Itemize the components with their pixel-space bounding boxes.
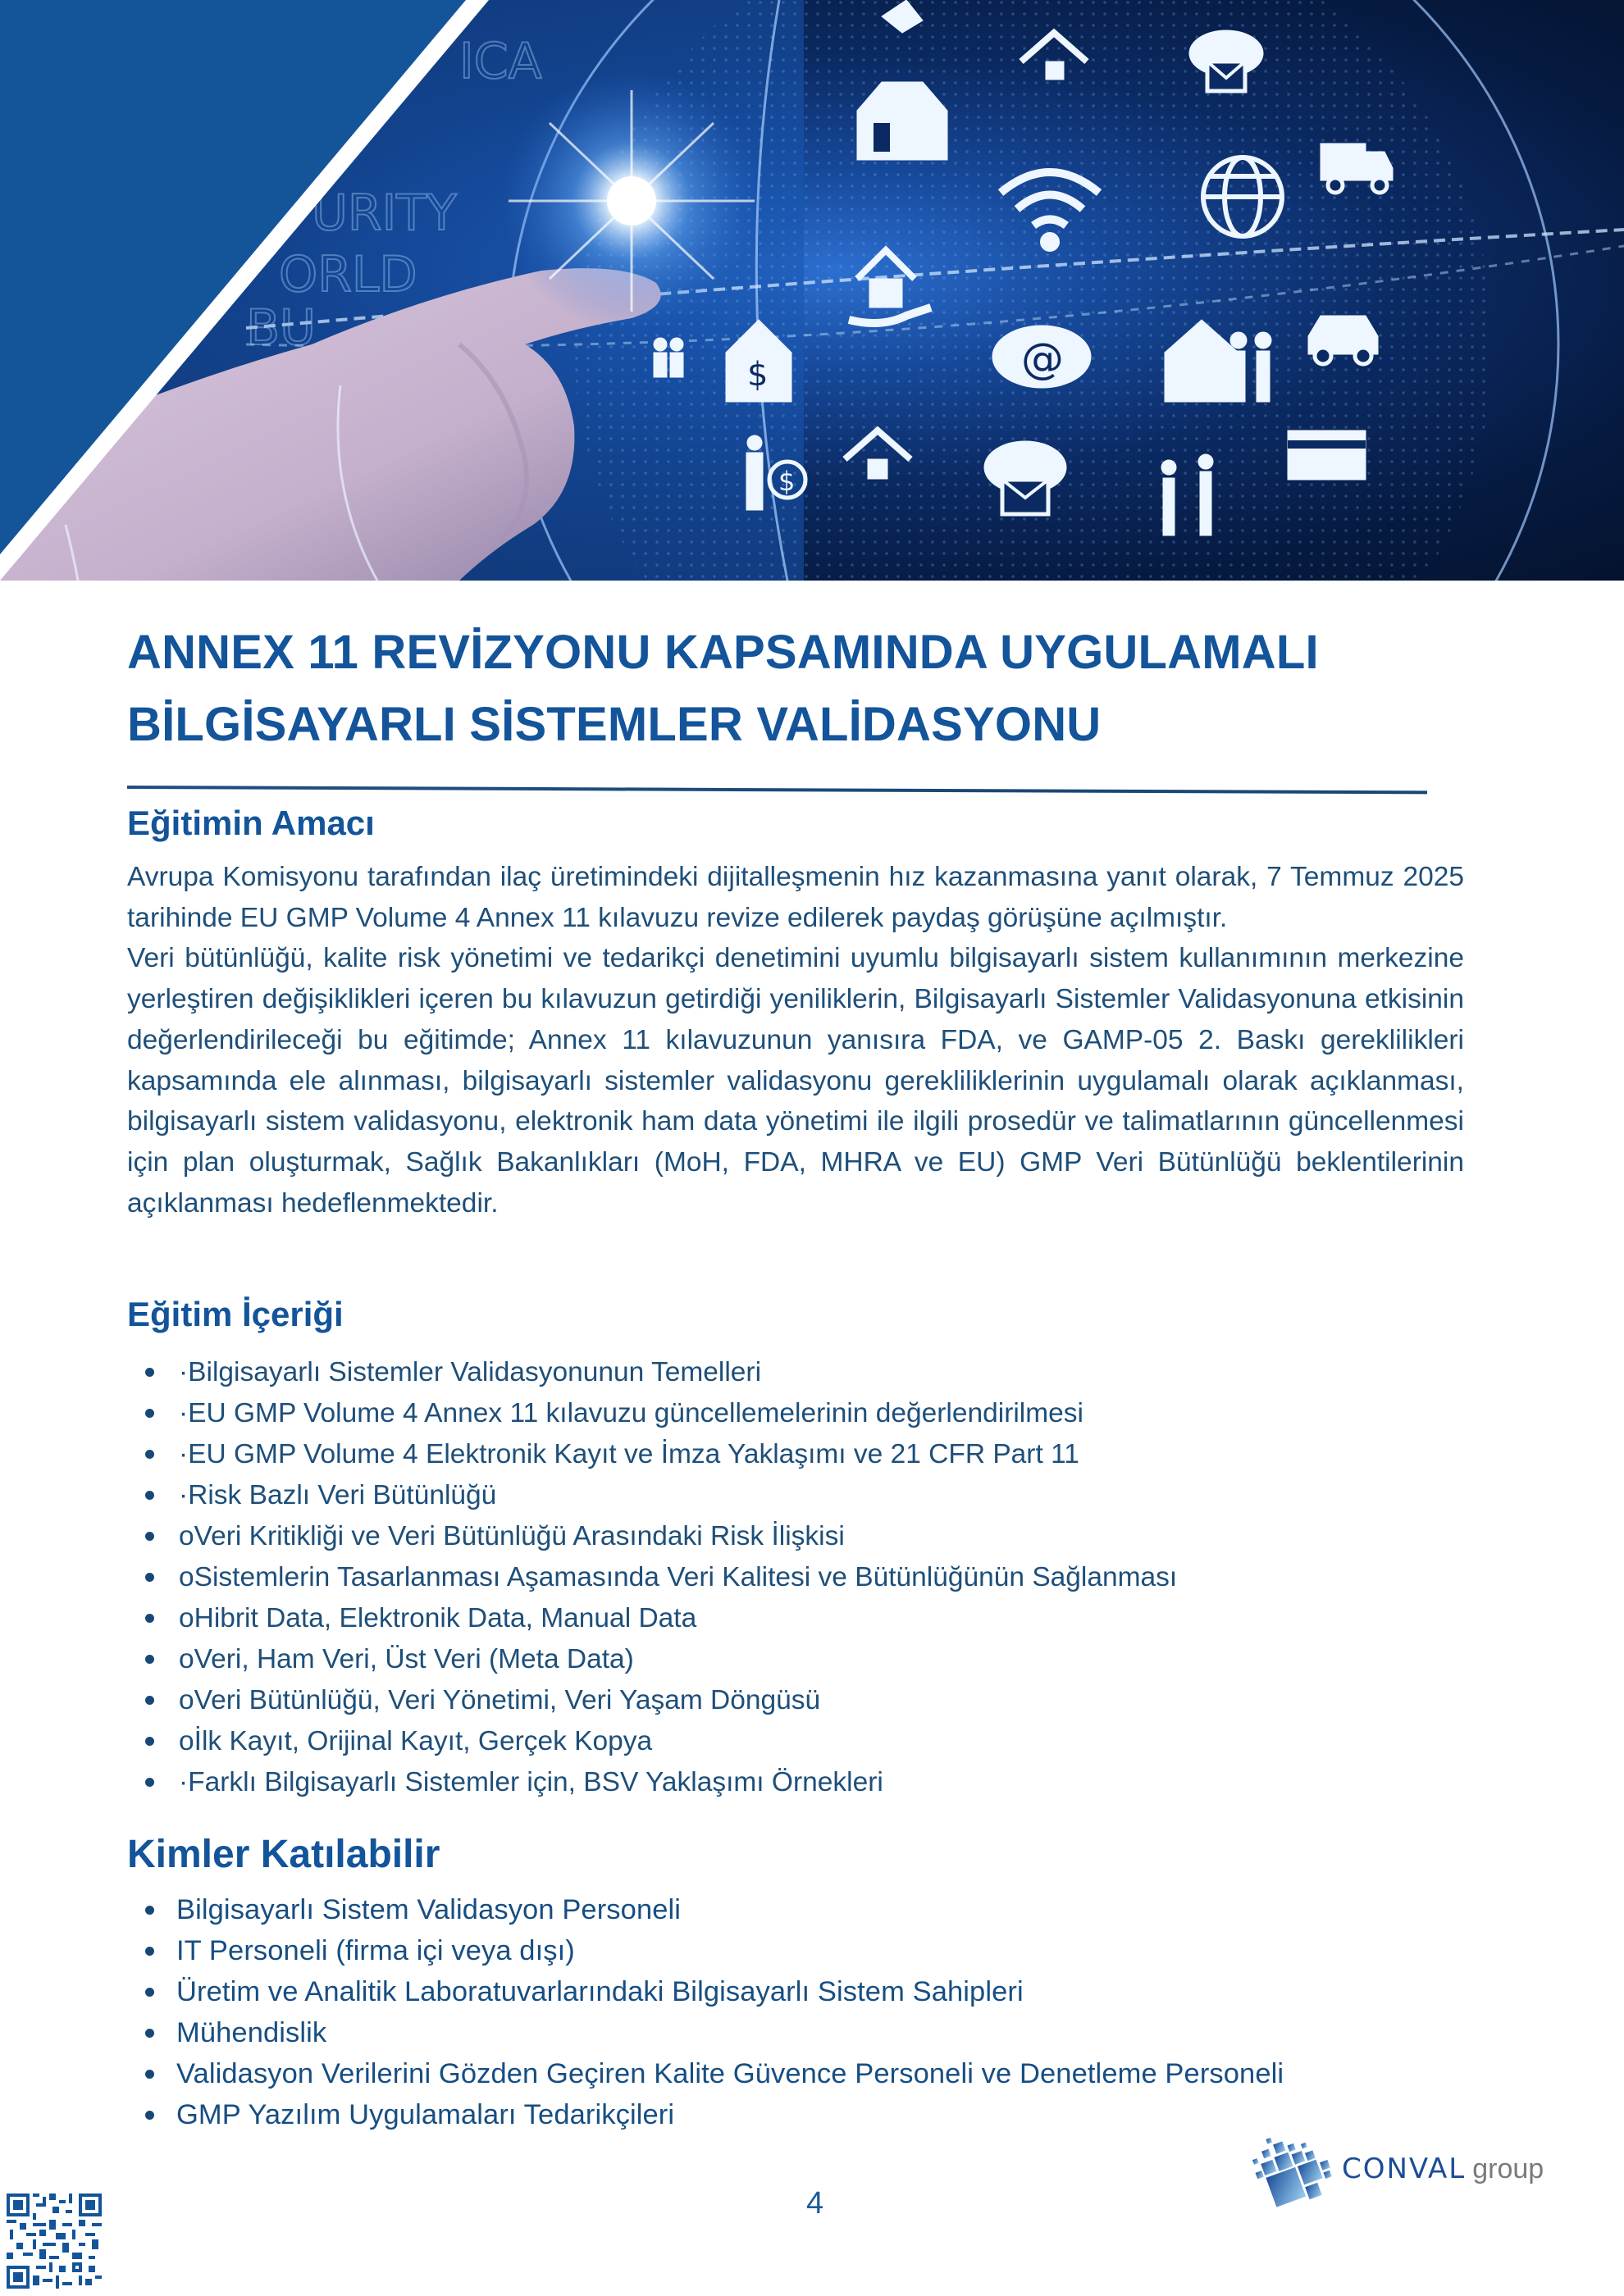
hero-word-urity: URITY	[312, 184, 457, 242]
list-item: Bilgisayarlı Sistem Validasyon Personeli	[127, 1889, 1284, 1930]
bullet-icon	[145, 2029, 154, 2038]
list-item: oVeri Bütünlüğü, Veri Yönetimi, Veri Yaşam Döngüsü	[127, 1680, 1177, 1721]
audience-heading: Kimler Katılabilir	[127, 1833, 440, 1876]
bullet-icon	[145, 1532, 154, 1541]
list-item: IT Personeli (firma içi veya dışı)	[127, 1930, 1284, 1971]
bullet-icon	[145, 1947, 154, 1956]
list-item: oHibrit Data, Elektronik Data, Manual Data	[127, 1598, 1177, 1639]
list-item: oVeri Kritikliği ve Veri Bütünlüğü Arasındaki Risk İlişkisi	[127, 1516, 1177, 1557]
qr-code-icon[interactable]	[7, 2194, 102, 2289]
list-item: oSistemlerin Tasarlanması Aşamasında Veri Kalitesi ve Bütünlüğünün Sağlanması	[127, 1557, 1177, 1598]
list-item: oİlk Kayıt, Orijinal Kayıt, Gerçek Kopya	[127, 1721, 1177, 1762]
page-title	[127, 617, 1521, 761]
content-heading: Eğitim İçeriği	[127, 1295, 344, 1333]
svg-text:$: $	[747, 356, 769, 394]
bullet-icon	[145, 1614, 154, 1623]
logo-brand: CONVAL	[1342, 2152, 1467, 2185]
cloud-at-icon	[992, 326, 1091, 388]
hero-word-bu: BU	[246, 299, 317, 357]
list-item: GMP Yazılım Uygulamaları Tedarikçileri	[127, 2094, 1284, 2135]
hero-banner	[0, 0, 1624, 581]
list-item: Üretim ve Analitik Laboratuvarlarındaki Bilgisayarlı Sistem Sahipleri	[127, 1971, 1284, 2012]
bullet-icon	[145, 1450, 154, 1459]
bullet-icon	[145, 1491, 154, 1500]
title-line-1: ANNEX 11 REVİZYONU KAPSAMINDA UYGULAMALI	[127, 626, 1319, 679]
hero-word-ica: ICA	[459, 33, 542, 90]
title-line-2: BİLGİSAYARLI SİSTEMLER VALİDASYONU	[127, 698, 1102, 751]
list-item: ·EU GMP Volume 4 Annex 11 kılavuzu güncellemelerinin değerlendirilmesi	[127, 1393, 1177, 1434]
bullet-icon	[145, 1906, 154, 1915]
bullet-icon	[145, 1409, 154, 1418]
bullet-icon	[145, 1655, 154, 1664]
list-item: oVeri, Ham Veri, Üst Veri (Meta Data)	[127, 1639, 1177, 1680]
svg-text:$: $	[778, 466, 796, 497]
list-item: Mühendislik	[127, 2012, 1284, 2053]
svg-text:@: @	[1021, 335, 1064, 384]
bullet-icon	[145, 1696, 154, 1705]
list-item: ·Farklı Bilgisayarlı Sistemler için, BSV Yaklaşımı Örnekleri	[127, 1762, 1177, 1803]
bullet-icon	[145, 1573, 154, 1582]
bullet-icon	[145, 1988, 154, 1997]
hero-word-orld: ORLD	[279, 246, 417, 303]
bullet-icon	[145, 2070, 154, 2079]
bullet-icon	[145, 1368, 154, 1377]
list-item: ·EU GMP Volume 4 Elektronik Kayıt ve İmza Yaklaşımı ve 21 CFR Part 11	[127, 1434, 1177, 1475]
title-divider	[127, 786, 1427, 794]
bullet-icon	[145, 1737, 154, 1746]
credit-card-icon	[1288, 430, 1366, 480]
content-list	[127, 1352, 1177, 1803]
purpose-paragraph-1: Avrupa Komisyonu tarafından ilaç üretimindeki dijitalleşmenin hız kazanmasına yanıt olarak, 7 Temmuz 2025 tarihinde EU GMP Volume 4 Annex 11 kılavuzu revize edilerek paydaş görüşüne açılmıştır.	[127, 862, 1464, 933]
list-item: ·Bilgisayarlı Sistemler Validasyonunun Temelleri	[127, 1352, 1177, 1393]
conval-logo	[1342, 2152, 1544, 2185]
hero-illustration	[0, 0, 1624, 581]
bullet-icon	[145, 1778, 154, 1787]
list-item: ·Risk Bazlı Veri Bütünlüğü	[127, 1475, 1177, 1516]
purpose-paragraph-2: Veri bütünlüğü, kalite risk yönetimi ve tedarikçi denetimini uyumlu bilgisayarlı sistem kullanımının merkezine yerleştiren değişiklikleri içeren bu kılavuzun getirdiği yeniliklerin, Bilgisayarlı Sistemler Validasyonuna etkisinin değerlendirileceği bu eğitimde; Annex 11 kılavuzunun yanısıra FDA, ve GAMP-05 2. Baskı gereklilikleri kapsamında ele alınması, bilgisayarlı sistemler validasyonu gerekliliklerinin uygulamalı olarak açıklanması, bilgisayarlı sistem validasyonu, elektronik ham data yönetimi ile ilgili prosedür ve talimatlarının güncellenmesi için plan oluşturmak, Sağlık Bakanlıkları (MoH, FDA, MHRA ve EU) GMP Veri Bütünlüğü beklentilerinin açıklanması hedeflenmektedir.	[127, 943, 1464, 1219]
page-number: 4	[806, 2186, 824, 2221]
logo-suffix: group	[1472, 2153, 1544, 2184]
purpose-body	[127, 857, 1464, 1223]
purpose-heading: Eğitimin Amacı	[127, 804, 375, 842]
audience-list	[127, 1889, 1284, 2135]
list-item: Validasyon Verilerini Gözden Geçiren Kalite Güvence Personeli ve Denetleme Personeli	[127, 2053, 1284, 2094]
bullet-icon	[145, 2111, 154, 2120]
